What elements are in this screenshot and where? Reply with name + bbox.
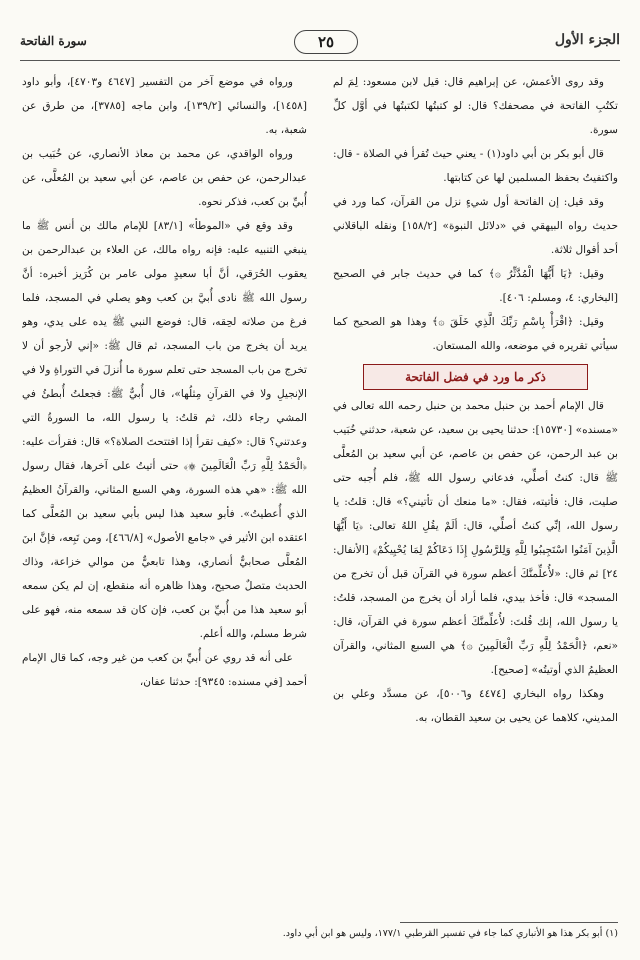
paragraph: ورواه في موضع آخر من التفسير [٤٦٤٧ و٤٧٠٣]، وأبو داود [١٤٥٨]، والنسائي [١٣٩/٢]، وابن ماجه [٣٧٨٥]، من طرق عن شعبة، به. <box>22 76 307 136</box>
section-heading: ذكر ما ورد في فضل الفاتحة <box>363 364 588 390</box>
right-column <box>333 70 618 920</box>
paragraph: وقد وقع في «الموطأ» [٨٣/١] للإمام مالك بن أنس ﷺ ما ينبغي التنبيه عليه: فإنه رواه مالك، عن العلاء بن عبدالرحمن بن يعقوب الحُرَقي، أنَّ أبا سعيدٍ مولى عامر بن كُرَيز أخبره: أنَّ رسول الله ﷺ نادى أُبيَّ بن كعب وهو يصلي في المسجد، فلما فرغ من صلاته لحِقه، قال: فوضع النبي ﷺ يده على يدي، وهو يريد أن يخرج من باب المسجد، ثم قال ﷺ: «إني لأرجو أن لا تخرج من باب المسجد حتى تعلم سورة ما أُنزلَ في التوراةِ ولا في الإنجيلِ ولا في القرآنِ مِثلُها»، قال أُبيٌّ ﷺ: فجعلتُ أُبطئُ في المشي رجاء ذلك، ثم قلتُ: يا رسول الله، ما السورةُ التي وعدتني؟ قال: «كيف تقرأ إذا افتتحتَ الصلاة؟» قال: فقرأت عليه: ﴿الْحَمْدُ لِلَّهِ رَبِّ الْعَالَمِينَ ۞﴾ حتى أتيتُ على آخرها، فقال رسول الله ﷺ: «هي هذه السورة، وهي السبع المثاني، والقرآنُ العظيمُ الذي أُعطيتُ». فأبو سعيد هذا ليس بأبي سعيد بن المُعلَّى كما اعتقده ابن الأثير في «جامع الأصول» [٤٦٦/٨]، ومن تَبِعه، فإنَّ ابنَ المُعلَّى صحابيٌّ أنصاري، وهذا تابعيٌّ من موالي خزاعة، وذاك الحديث متصلٌ صحيح، وهذا ظاهره أنه منقطع، إن لم يكن سمعه أبو سعيد هذا من أُبيِّ بن كعب، فإن كان قد سمعه منه، فهو على شرط مسلم، والله أعلم. <box>22 220 307 640</box>
footnote-divider <box>400 922 618 923</box>
paragraph: وهكذا رواه البخاري [٤٤٧٤ و٥٠٠٦]، عن مسدَّد وعلي بن المديني، كلاهما عن يحيى بن سعيد القطان، به. <box>333 688 618 724</box>
paragraph: وقيل: ﴿اقْرَأْ بِاسْمِ رَبِّكَ الَّذِي خَلَقَ ۞﴾ وهذا هو الصحيح كما سيأتي تقريره في موضعه، والله المستعان. <box>333 316 618 352</box>
surah-title: سورة الفاتحة <box>20 34 87 48</box>
page-header <box>20 28 620 61</box>
left-column <box>22 70 307 920</box>
paragraph: قال أبو بكر بن أبي داود(١) - يعني حيث تُقرأ في الصلاة - قال: واكتفيتُ بحفظ المسلمين لها عن كتابتها. <box>333 148 618 184</box>
paragraph: وقد قيل: إن الفاتحة أول شيءٍ نزل من القرآن، كما ورد في حديث رواه البيهقي في «دلائل النبوة» [١٥٨/٢] ونقله الباقلاني أحد أقوال ثلاثة. <box>333 196 618 256</box>
paragraph: قال الإمام أحمد بن حنبل محمد بن حنبل رحمه الله تعالى في «مسنده» [١٥٧٣٠]: حدثنا يحيى بن سعيد، عن شعبة، حدثني خُبَيب بن عبد الرحمن، عن حفص بن عاصم، عن أبي سعيد بن المُعلَّى ﷺ قال: كنتُ أصلِّي، فدعاني رسول الله ﷺ، فلم أُجبه حتى صليت، قال: فأتيته، فقال: «ما منعك أن تأتيني؟» قال: قلتُ: يا رسول الله، إنِّي كنتُ أصلِّي، قال: ألَمْ يقُلِ اللهُ تعالى: ﴿يَا أَيُّهَا الَّذِينَ آمَنُوا اسْتَجِيبُوا لِلَّهِ وَلِلرَّسُولِ إِذَا دَعَاكُمْ لِمَا يُحْيِيكُمْ﴾ [الأنفال: ٢٤] ثم قال: «لأُعلِّمنَّكَ أعظم سورة في القرآن قبل أن تخرج من المسجد» قال: فأخذ بيدي، فلما أراد أن يخرج من المسجد، قلتُ: يا رسول الله، إنك قُلتَ: لأُعلِّمنَّكَ أعظم سورة في القرآن، قال: «نعم، ﴿الْحَمْدُ لِلَّهِ رَبِّ الْعَالَمِينَ ۞﴾ هي السبع المثاني، والقرآن العظيمُ الذي أوتيتُه» [صحيح]. <box>333 400 618 676</box>
book-title: الجزء الأول <box>554 32 620 48</box>
paragraph: وقيل: ﴿يَا أَيُّهَا الْمُدَّثِّرُ ۞﴾ كما في حديث جابر في الصحيح [البخاري: ٤، ومسلم: ٤٠٦]. <box>333 268 618 304</box>
footnote: (١) أبو بكر هذا هو الأنباري كما جاء في تفسير القرطبي ١٧٧/١، وليس هو ابن أبي داود. <box>282 928 618 939</box>
paragraph: على أنه قد روي عن أُبيِّ بن كعب من غير وجه، كما قال الإمام أحمد [في مسنده: ٩٣٤٥]: حدثنا عفان، <box>22 652 307 688</box>
paragraph: وقد روى الأعمش، عن إبراهيم قال: قيل لابن مسعود: لِمَ لم تكتُبِ الفاتحة في مصحفك؟ قال: لو كتبتُها لكتبتُها في أوَّل كلِّ سورة. <box>333 76 618 136</box>
page-number: ٢٥ <box>294 30 358 54</box>
paragraph: ورواه الواقدي، عن محمد بن معاذ الأنصاري، عن خُبَيب بن عبدالرحمن، عن حفص بن عاصم، عن أبي سعيد بن المُعلَّى، عن أُبيِّ بن كعب، فذكر نحوه. <box>22 148 307 208</box>
